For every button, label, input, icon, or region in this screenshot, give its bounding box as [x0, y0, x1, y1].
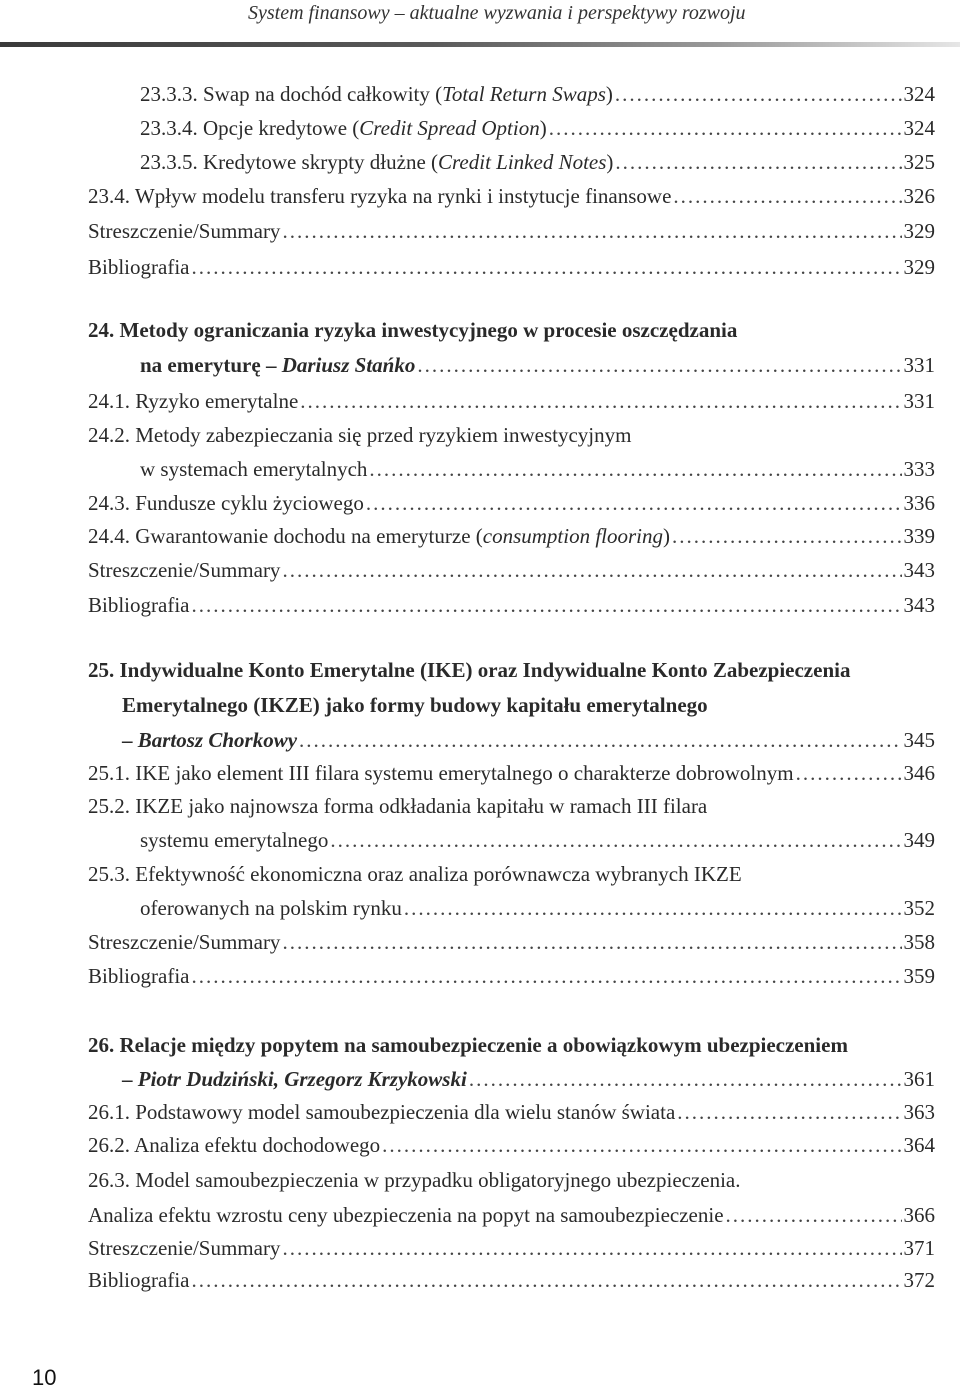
toc-entry: 23.4. Wpływ modelu transferu ryzyka na rynki i instytucje finansowe ..... 326	[88, 182, 935, 210]
toc-entry: 24.3. Fundusze cyklu życiowego ..... 336	[88, 489, 935, 517]
running-header-title: System finansowy – aktualne wyzwania i perspektywy rozwoju	[248, 2, 746, 24]
dot-leader	[330, 826, 901, 854]
chapter-author: Piotr Dudziński, Grzegorz Krzykowski	[137, 1067, 467, 1091]
dot-leader	[796, 759, 902, 787]
chapter-heading-line: – Bartosz Chorkowy ..... 345	[122, 726, 935, 754]
toc-entry: 26.1. Podstawowy model samoubezpieczenia dla wielu stanów świata ..... 363	[88, 1098, 935, 1126]
dot-leader	[191, 962, 901, 990]
page-ref: 331	[903, 353, 935, 377]
toc-entry: 26.2. Analiza efektu dochodowego ..... 364	[88, 1131, 935, 1159]
dot-leader	[677, 1098, 901, 1126]
page-ref: 366	[903, 1203, 935, 1227]
dot-leader	[673, 182, 901, 210]
page-ref: 361	[903, 1067, 935, 1091]
toc-entry: 23.3.3. Swap na dochód całkowity (Total Return Swaps) ..... 324	[140, 80, 935, 108]
toc-entry: Streszczenie/Summary ..... 358	[88, 928, 935, 956]
page-ref: 324	[903, 116, 935, 140]
page-ref: 372	[903, 1268, 935, 1292]
chapter-author: Bartosz Chorkowy	[137, 728, 298, 752]
page-ref: 343	[903, 558, 935, 582]
toc-entry: 23.3.4. Opcje kredytowe (Credit Spread Option) ..... 324	[140, 114, 935, 142]
toc-entry: Streszczenie/Summary ..... 329	[88, 217, 935, 245]
page-ref: 329	[903, 255, 935, 279]
chapter-author: Dariusz Stańko	[281, 353, 416, 377]
page-ref: 333	[903, 457, 935, 481]
dot-leader	[282, 217, 901, 245]
toc-entry: 25.3. Efektywność ekonomiczna oraz analiza porównawcza wybranych IKZE	[88, 862, 742, 886]
dot-leader	[672, 522, 901, 550]
toc-entry: 25.2. IKZE jako najnowsza forma odkładania kapitału w ramach III filara	[88, 794, 708, 818]
dot-leader	[469, 1065, 902, 1093]
page-ref: 336	[903, 491, 935, 515]
dot-leader	[282, 928, 901, 956]
toc-entry: 26.3. Model samoubezpieczenia w przypadku obligatoryjnego ubezpieczenia.	[88, 1168, 741, 1192]
toc-entry: Streszczenie/Summary ..... 343	[88, 556, 935, 584]
dot-leader	[366, 489, 902, 517]
page-ref: 326	[903, 184, 935, 208]
dot-leader	[382, 1131, 901, 1159]
dot-leader	[726, 1201, 902, 1229]
dot-leader	[299, 726, 901, 754]
page-ref: 371	[903, 1236, 935, 1260]
dot-leader	[282, 1234, 901, 1262]
page-ref: 324	[903, 82, 935, 106]
page-ref: 329	[903, 219, 935, 243]
page-number: 10	[32, 1365, 57, 1390]
toc-entry-continued: Analiza efektu wzrostu ceny ubezpieczenia na popyt na samoubezpieczenie ..... 366	[88, 1201, 935, 1229]
dot-leader	[191, 591, 901, 619]
page-ref: 352	[903, 896, 935, 920]
dot-leader	[549, 114, 902, 142]
toc-entry: 24.1. Ryzyko emerytalne ..... 331	[88, 387, 935, 415]
running-header	[0, 0, 960, 48]
chapter-heading-line: – Piotr Dudziński, Grzegorz Krzykowski ..... 361	[122, 1065, 935, 1093]
page-ref: 364	[903, 1133, 935, 1157]
toc-entry: Bibliografia ..... 343	[88, 591, 935, 619]
chapter-heading: 24. Metody ograniczania ryzyka inwestycyjnego w procesie oszczędzania	[88, 318, 738, 342]
toc-entry-continued: oferowanych na polskim rynku ..... 352	[140, 894, 935, 922]
dot-leader	[615, 80, 902, 108]
dot-leader	[282, 556, 901, 584]
toc-entry: Bibliografia ..... 372	[88, 1266, 935, 1294]
page-ref: 346	[903, 761, 935, 785]
page-ref: 339	[903, 524, 935, 548]
chapter-heading-line: Emerytalnego (IKZE) jako formy budowy kapitału emerytalnego	[122, 693, 708, 717]
chapter-heading: 26. Relacje między popytem na samoubezpieczenie a obowiązkowym ubezpieczeniem	[88, 1033, 848, 1057]
toc-entry: 24.2. Metody zabezpieczania się przed ryzykiem inwestycyjnym	[88, 423, 632, 447]
chapter-heading-line: na emeryturę – Dariusz Stańko ..... 331	[140, 351, 935, 379]
page-ref: 345	[903, 728, 935, 752]
page-ref: 343	[903, 593, 935, 617]
toc-entry: 24.4. Gwarantowanie dochodu na emeryturze (consumption flooring) ..... 339	[88, 522, 935, 550]
page-ref: 325	[903, 150, 935, 174]
toc-entry: Streszczenie/Summary ..... 371	[88, 1234, 935, 1262]
toc-entry: 23.3.5. Kredytowe skrypty dłużne (Credit Linked Notes) ..... 325	[140, 148, 935, 176]
page-ref: 331	[903, 389, 935, 413]
chapter-heading: 25. Indywidualne Konto Emerytalne (IKE) oraz Indywidualne Konto Zabezpieczenia	[88, 658, 851, 682]
dot-leader	[417, 351, 901, 379]
dot-leader	[300, 387, 901, 415]
page-ref: 358	[903, 930, 935, 954]
dot-leader	[615, 148, 901, 176]
toc-entry-continued: systemu emerytalnego ..... 349	[140, 826, 935, 854]
toc-entry: Bibliografia ..... 359	[88, 962, 935, 990]
toc-entry: Bibliografia ..... 329	[88, 253, 935, 281]
dot-leader	[369, 455, 901, 483]
dot-leader	[404, 894, 902, 922]
toc-entry: 25.1. IKE jako element III filara systemu emerytalnego o charakterze dobrowolnym ..... 346	[88, 759, 935, 787]
page-ref: 359	[903, 964, 935, 988]
dot-leader	[191, 253, 901, 281]
page-ref: 349	[903, 828, 935, 852]
dot-leader	[191, 1266, 901, 1294]
header-rule	[0, 42, 960, 47]
page-ref: 363	[903, 1100, 935, 1124]
toc-entry-continued: w systemach emerytalnych ..... 333	[140, 455, 935, 483]
